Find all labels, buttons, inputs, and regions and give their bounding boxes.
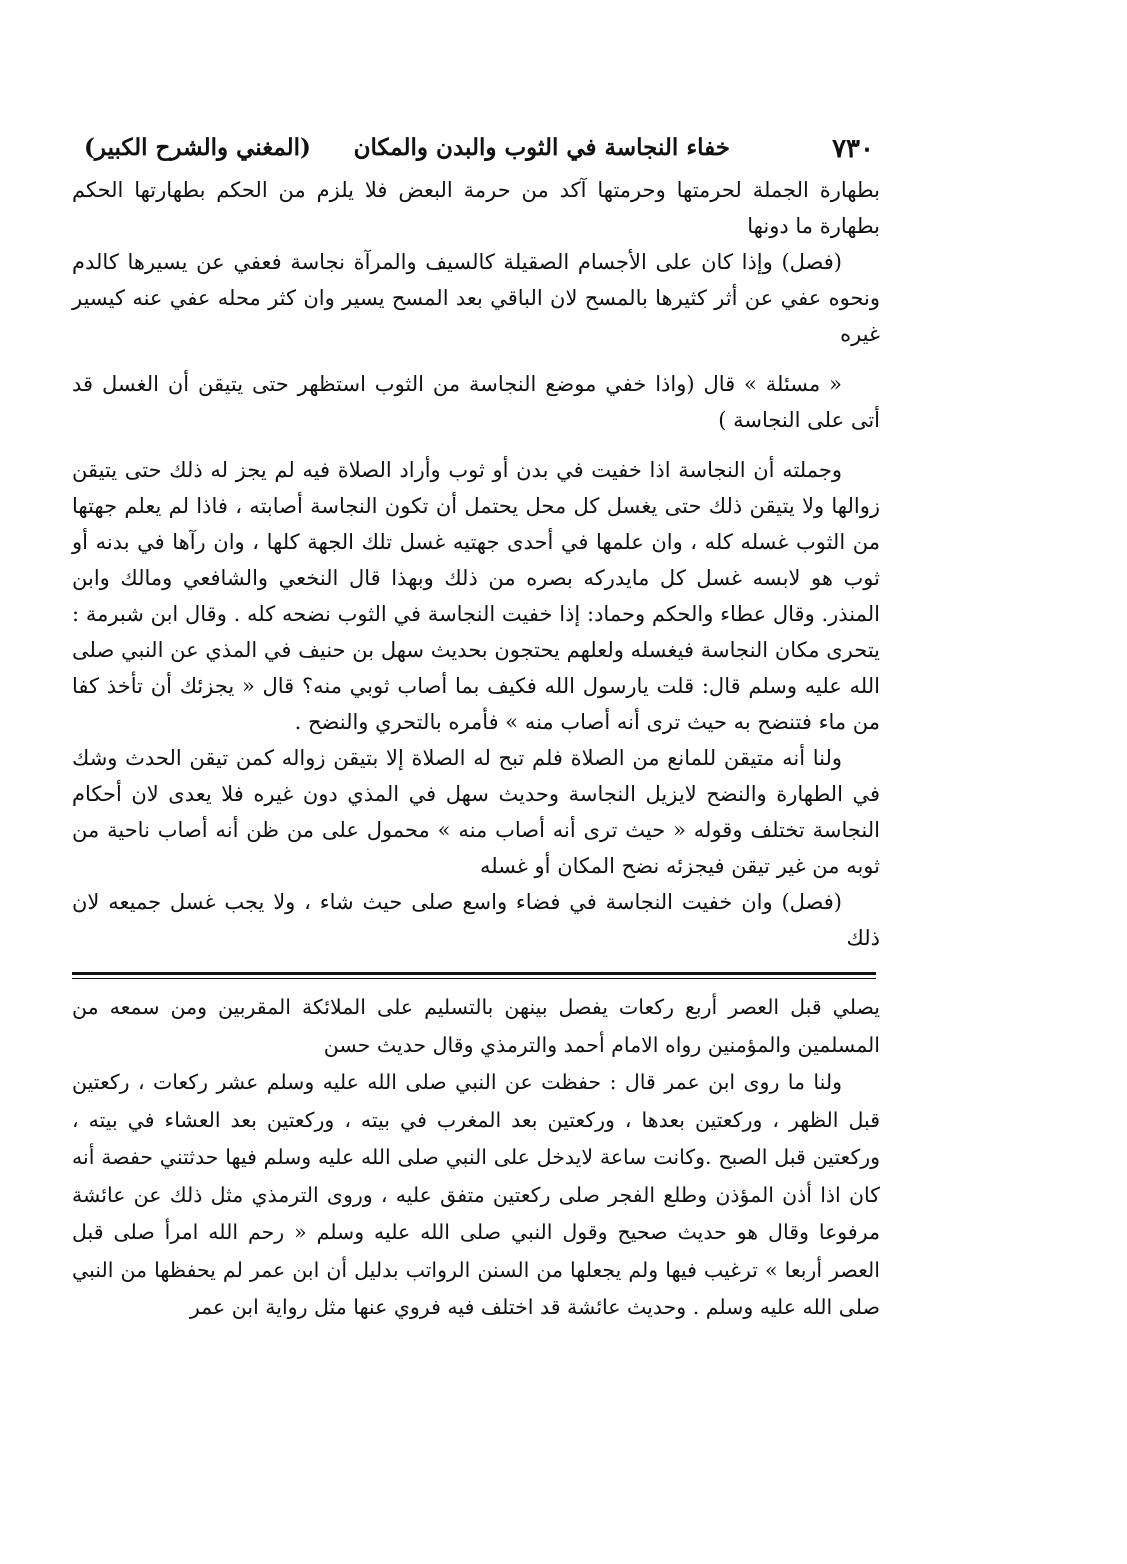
footnote-paragraph: يصلي قبل العصر أربع ركعات يفصل بينهن بالتسليم على الملائكة المقربين ومن سمعه من المسلمين والمؤمنين رواه الامام أحمد والترمذي وقال حديث حسن [72,995,880,1057]
footnote-paragraph: ولنا ما روى ابن عمر قال : حفظت عن النبي صلى الله عليه وسلم عشر ركعات ، ركعتين قبل الظهر ، وركعتين بعدها ، وركعتين بعد المغرب في بيته ، وركعتين بعد العشاء في بيته ، وركعتين قبل الصبح .وكانت ساعة لايدخل على النبي صلى الله عليه وسلم فيها حدثتني حفصة أنه كان اذا أذن المؤذن وطلع الفجر صلى ركعتين متفق عليه ، وروى الترمذي مثل ذلك عن عائشة مرفوعا وقال هو حديث صحيح وقول النبي صلى الله عليه وسلم « رحم الله امرأ صلى قبل العصر أربعا » ترغيب فيها ولم يجعلها من السنن الرواتب بدليل أن ابن عمر لم يحفظها من النبي صلى الله عليه وسلم . وحديث عائشة قد اختلف فيه فروي عنها مثل رواية ابن عمر [72,1070,880,1319]
book-title: (المغني والشرح الكبير) [84,134,311,161]
paragraph-evidence: ولنا أنه متيقن للمانع من الصلاة فلم تبح له الصلاة إلا بتيقن زواله كمن تيقن الحدث وشك في الطهارة والنضح لايزيل النجاسة وحديث سهل في المذي دون غيره فلا يعدى لان أحكام النجاسة تختلف وقوله « حيث ترى أنه أصاب منه » محمول على من ظن أنه أصاب ناحية من ثوبه من غير تيقن فيجزئه نضح المكان أو غسله [72,746,880,878]
paragraph-fasl-open-space: (فصل) وان خفيت النجاسة في فضاء واسع صلى حيث شاء ، ولا يجب غسل جميعه لان ذلك [72,890,880,950]
paragraph-fasl-polished-surfaces: (فصل) وإذا كان على الأجسام الصقيلة كالسيف والمرآة نجاسة فعفي عن يسيرها كالدم ونحوه عفي عن أثر كثيرها بالمسح لان الباقي بعد المسح يسير وان كثر محله عفي عنه كيسير غيره [72,250,880,346]
page-header [72,128,880,172]
paragraph-masala: « مسئلة » قال (واذا خفي موضع النجاسة من الثوب استظهر حتى يتيقن أن الغسل قد أتى على النجاسة ) [72,372,880,432]
running-title: خفاء النجاسة في الثوب والبدن والمكان [353,134,730,161]
footnote-section [72,989,880,1327]
paragraph-continuation: بطهارة الجملة لحرمتها وحرمتها آكد من حرمة البعض فلا يلزم من الحكم بطهارتها الحكم بطهارة ما دونها [72,178,880,238]
paragraph-explanation: وجملته أن النجاسة اذا خفيت في بدن أو ثوب وأراد الصلاة فيه لم يجز له ذلك حتى يتيقن زوالها ولا يتيقن ذلك حتى يغسل كل محل يحتمل أن تكون النجاسة أصابته ، فاذا لم يعلم جهتها من الثوب غسله كله ، وان علمها في أحدى جهتيه غسل تلك الجهة كلها ، وان رآها في بدنه أو ثوب هو لابسه غسل كل مايدركه بصره من ذلك وبهذا قال النخعي والشافعي ومالك وابن المنذر. وقال عطاء والحكم وحماد: إذا خفيت النجاسة في الثوب نضحه كله . وقال ابن شبرمة : يتحرى مكان النجاسة فيغسله ولعلهم يحتجون بحديث سهل بن حنيف في المذي عن النبي صلى الله عليه وسلم قال: قلت يارسول الله فكيف بما أصاب ثوبي منه؟ قال « يجزئك أن تأخذ كفا من ماء فتنضح به حيث ترى أنه أصاب منه » فأمره بالتحري والنضح . [72,458,880,734]
book-page [72,128,880,1327]
main-text [72,172,880,956]
footnote-divider [72,972,876,979]
page-number: ٧٣٠ [832,134,874,164]
